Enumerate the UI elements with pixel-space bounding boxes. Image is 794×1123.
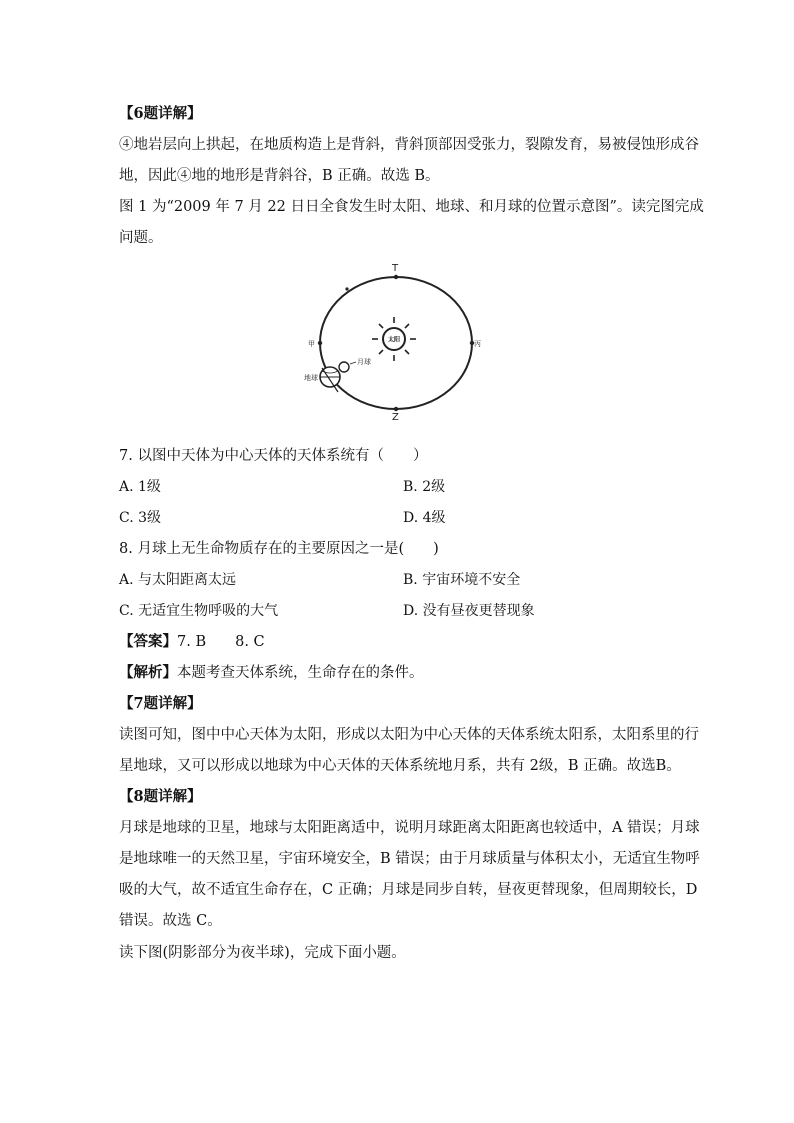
- point-bottom: [394, 407, 398, 411]
- q8-detail-line-2: 是地球唯一的天然卫星，宇宙环境安全，B 错误；由于月球质量与体积太小，无适宜生物呼: [119, 851, 700, 867]
- label-top: T: [392, 263, 399, 274]
- q8-option-a: A. 与太阳距离太远: [119, 572, 237, 588]
- point-left: [318, 341, 322, 345]
- q8-option-b: B. 宇宙环境不安全: [403, 572, 521, 588]
- q8-option-c: C. 无适宜生物呼吸的大气: [119, 603, 279, 619]
- q6-text-line-2: 地，因此④地的地形是背斜谷，B 正确。故选 B。: [119, 168, 440, 184]
- label-left: 甲: [308, 340, 315, 348]
- analysis-line: [119, 663, 679, 683]
- q7-detail-line-1: 读图可知，图中中心天体为太阳，形成以太阳为中心天体的天体系统太阳系，太阳系里的行: [119, 727, 699, 743]
- orbit-diagram: [300, 252, 500, 420]
- intro-line-2: 问题。: [119, 230, 163, 246]
- q8-option-d: D. 没有昼夜更替现象: [403, 603, 535, 619]
- analysis-label: 【解析】: [119, 664, 177, 681]
- q7-option-d: D. 4级: [403, 510, 446, 526]
- q8-stem: 8. 月球上无生命物质存在的主要原因之一是( ): [119, 541, 439, 557]
- label-right: 丙: [474, 340, 481, 348]
- q7-option-c: C. 3级: [119, 510, 162, 526]
- q8-detail-line-3: 吸的大气，故不适宜生命存在，C 正确；月球是同步自转，昼夜更替现象，但周期较长，D: [119, 882, 698, 898]
- q7-detail-heading: 【7题详解】: [119, 695, 202, 712]
- sun-icon: [372, 317, 416, 361]
- label-bottom: Z: [392, 412, 399, 420]
- label-moon: 月球: [357, 358, 371, 366]
- label-earth: 地球: [304, 374, 318, 382]
- answer-line: [119, 632, 679, 652]
- point-top: [394, 275, 398, 279]
- q7-stem: 7. 以图中天体为中心天体的天体系统有（ ）: [119, 448, 428, 464]
- q8-detail-heading: 【8题详解】: [119, 788, 202, 805]
- earth-icon: [320, 367, 340, 392]
- q7-detail-line-2: 星地球，又可以形成以地球为中心天体的天体系统地月系，共有 2级，B 正确。故选B。: [119, 758, 681, 774]
- q8-detail-line-4: 错误。故选 C。: [119, 913, 222, 929]
- sun-label: 太阳: [387, 336, 401, 344]
- point-upper-left: [345, 287, 348, 290]
- q6-text-line-1: ④地岩层向上拱起，在地质构造上是背斜，背斜顶部因受张力，裂隙发育，易被侵蚀形成谷: [119, 137, 699, 153]
- q7-option-a: A. 1级: [119, 479, 161, 495]
- sun-earth-moon-figure: [300, 252, 500, 420]
- intro-line-1: 图 1 为“2009 年 7 月 22 日日全食发生时太阳、地球、和月球的位置示意图”。读完图完成: [119, 199, 704, 215]
- answer-label: 【答案】: [119, 633, 177, 650]
- q7-option-b: B. 2级: [403, 479, 446, 495]
- next-question-intro: 读下图(阴影部分为夜半球)，完成下面小题。: [119, 945, 406, 961]
- moon-icon: [339, 362, 356, 372]
- answer-text: 7. B 8. C: [177, 634, 265, 650]
- analysis-text: 本题考查天体系统，生命存在的条件。: [177, 665, 424, 681]
- q8-detail-line-1: 月球是地球的卫星，地球与太阳距离适中，说明月球距离太阳距离也较适中，A 错误；月球: [119, 820, 700, 836]
- q6-heading: 【6题详解】: [119, 105, 202, 122]
